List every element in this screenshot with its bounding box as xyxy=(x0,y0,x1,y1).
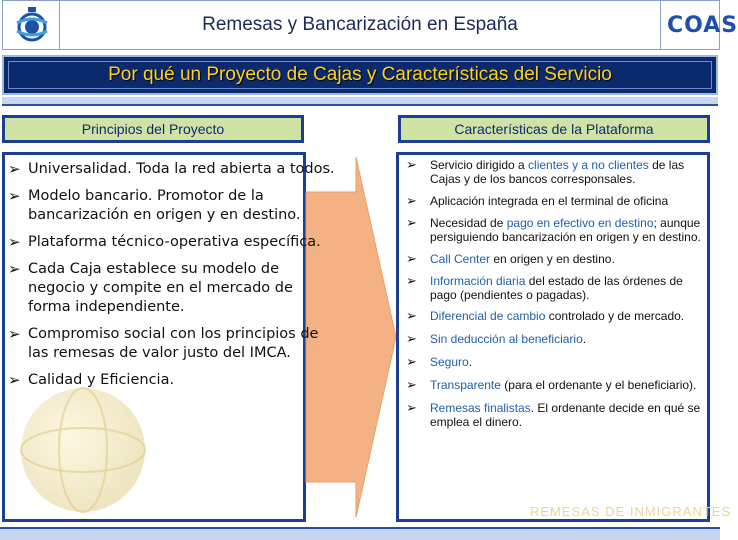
features-list xyxy=(406,156,706,429)
title-banner xyxy=(2,55,718,95)
arrow-bullet-icon: ➢ xyxy=(406,308,417,323)
header xyxy=(0,0,738,52)
list-item: ➢ Seguro. xyxy=(406,354,473,369)
footer-bar xyxy=(0,527,720,540)
arrow-bullet-icon: ➢ xyxy=(406,400,417,415)
arrow-bullet-icon: ➢ xyxy=(8,325,21,343)
list-item: ➢ Información diaria del estado de las órdenes de pago (pendientes o pagadas). xyxy=(406,273,683,302)
right-panel-header: Características de la Plataforma xyxy=(398,115,710,143)
page-title: Remesas y Bancarización en España xyxy=(60,0,660,50)
arrow-bullet-icon: ➢ xyxy=(406,273,417,288)
list-item: ➢ Servicio dirigido a clientes y a no clientes de las Cajas y de los bancos corresponsales. xyxy=(406,157,685,186)
list-item: ➢ Diferencial de cambio controlado y de mercado. xyxy=(406,308,685,323)
title-banner-inner xyxy=(8,61,712,89)
banner-title: Por qué un Proyecto de Cajas y Características del Servicio xyxy=(108,64,612,85)
list-item: ➢ Universalidad. Toda la red abierta a todos. xyxy=(8,160,335,178)
arrow-bullet-icon: ➢ xyxy=(406,331,417,346)
arrow-bullet-icon: ➢ xyxy=(406,377,417,392)
banner-divider xyxy=(2,97,718,106)
list-item: ➢ Transparente (para el ordenante y el beneficiario). xyxy=(406,377,697,392)
watermark: REMESAS DE INMIGRANTES xyxy=(530,504,732,519)
arrow-bullet-icon: ➢ xyxy=(406,193,417,208)
list-item: ➢ Plataforma técnico-operativa específica. xyxy=(8,233,321,251)
arrow-bullet-icon: ➢ xyxy=(8,371,21,389)
left-panel-header: Principios del Proyecto xyxy=(2,115,304,143)
arrow-bullet-icon: ➢ xyxy=(406,215,417,230)
list-item: ➢ Calidad y Eficiencia. xyxy=(8,371,175,389)
arrow-bullet-icon: ➢ xyxy=(8,260,21,278)
arrow-bullet-icon: ➢ xyxy=(8,233,21,251)
list-item: ➢ Aplicación integrada en el terminal de oficina xyxy=(406,193,669,208)
arrow-bullet-icon: ➢ xyxy=(406,157,417,172)
list-item: ➢ Sin deducción al beneficiario. xyxy=(406,331,587,346)
arrow-bullet-icon: ➢ xyxy=(8,187,21,205)
list-item: ➢ Necesidad de pago en efectivo en destino; aunque persiguiendo bancarización en origen y en destino. xyxy=(406,215,701,244)
right-logo-text: COAS xyxy=(667,13,738,38)
arrow-bullet-icon: ➢ xyxy=(406,251,417,266)
principles-list xyxy=(8,160,338,398)
left-logo xyxy=(2,0,60,50)
list-item: ➢ Remesas finalistas. El ordenante decide en qué se emplea el dinero. xyxy=(406,400,701,429)
list-item: ➢ Cada Caja establece su modelo de negocio y compite en el mercado de forma independiente. xyxy=(8,260,293,315)
arrow-bullet-icon: ➢ xyxy=(8,160,21,178)
arrow-bullet-icon: ➢ xyxy=(406,354,417,369)
list-item: ➢ Compromiso social con los principios de las remesas de valor justo del IMCA. xyxy=(8,325,319,361)
list-item: ➢ Modelo bancario. Promotor de la bancarización en origen y en destino. xyxy=(8,187,301,223)
right-logo xyxy=(660,0,738,50)
list-item: ➢ Call Center en origen y en destino. xyxy=(406,251,615,266)
